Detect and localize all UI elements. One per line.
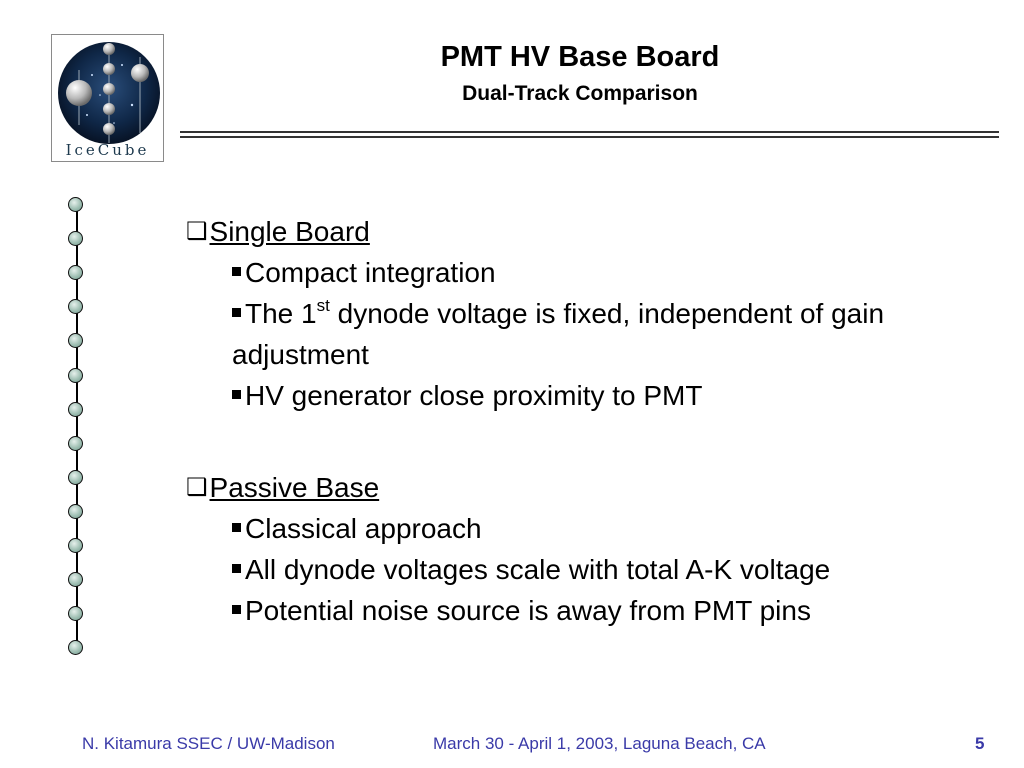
section-single-board bbox=[186, 214, 962, 416]
title-divider-top bbox=[180, 131, 999, 133]
bead-icon bbox=[68, 333, 83, 348]
list-item-text: HV generator close proximity to PMT bbox=[245, 380, 703, 411]
square-bullet-icon bbox=[232, 267, 241, 276]
list-item-text: All dynode voltages scale with total A-K voltage bbox=[245, 554, 831, 585]
section-heading bbox=[186, 214, 962, 250]
list-item bbox=[232, 508, 962, 549]
bead-icon bbox=[68, 197, 83, 212]
bead-icon bbox=[68, 572, 83, 587]
bead-icon bbox=[68, 368, 83, 383]
section-heading bbox=[186, 470, 962, 506]
bead-icon bbox=[68, 436, 83, 451]
list-item bbox=[232, 549, 962, 590]
page-number: 5 bbox=[975, 734, 985, 753]
list-item bbox=[232, 375, 962, 416]
checkbox-bullet-icon: ❑ bbox=[186, 474, 208, 501]
bead-icon bbox=[68, 299, 83, 314]
square-bullet-icon bbox=[232, 390, 241, 399]
icecube-logo bbox=[51, 34, 164, 162]
slide-subtitle: Dual-Track Comparison bbox=[462, 82, 698, 105]
list-item bbox=[232, 293, 962, 375]
icecube-globe-icon bbox=[52, 35, 165, 145]
section-passive-base bbox=[186, 470, 962, 631]
section-heading-label: Passive Base bbox=[209, 472, 380, 503]
bead-icon bbox=[68, 640, 83, 655]
footer-event: March 30 - April 1, 2003, Laguna Beach, CA bbox=[433, 734, 766, 753]
checkbox-bullet-icon: ❑ bbox=[186, 218, 208, 245]
list-item-text: Potential noise source is away from PMT pins bbox=[245, 595, 811, 626]
bullet-list bbox=[232, 508, 962, 631]
logo-wordmark: IceCube bbox=[65, 141, 150, 159]
bullet-list bbox=[232, 252, 962, 416]
bead-icon bbox=[68, 402, 83, 417]
list-item bbox=[232, 590, 962, 631]
bead-icon bbox=[68, 606, 83, 621]
footer-author: N. Kitamura SSEC / UW-Madison bbox=[82, 734, 335, 753]
section-heading-label: Single Board bbox=[209, 216, 370, 247]
bead-icon bbox=[68, 231, 83, 246]
list-item-text: The 1 bbox=[245, 298, 317, 329]
square-bullet-icon bbox=[232, 605, 241, 614]
ordinal-suffix: st bbox=[316, 296, 330, 315]
square-bullet-icon bbox=[232, 523, 241, 532]
title-divider-bottom bbox=[180, 136, 999, 138]
list-item-text: Compact integration bbox=[245, 257, 496, 288]
bead-icon bbox=[68, 265, 83, 280]
square-bullet-icon bbox=[232, 308, 241, 317]
list-item bbox=[232, 252, 962, 293]
list-item-text-cont: dynode voltage is fixed, independent of gain adjustment bbox=[232, 298, 885, 370]
list-item-text: Classical approach bbox=[245, 513, 482, 544]
bead-icon bbox=[68, 504, 83, 519]
bead-icon bbox=[68, 538, 83, 553]
bead-icon bbox=[68, 470, 83, 485]
square-bullet-icon bbox=[232, 564, 241, 573]
slide-title: PMT HV Base Board bbox=[440, 41, 720, 73]
